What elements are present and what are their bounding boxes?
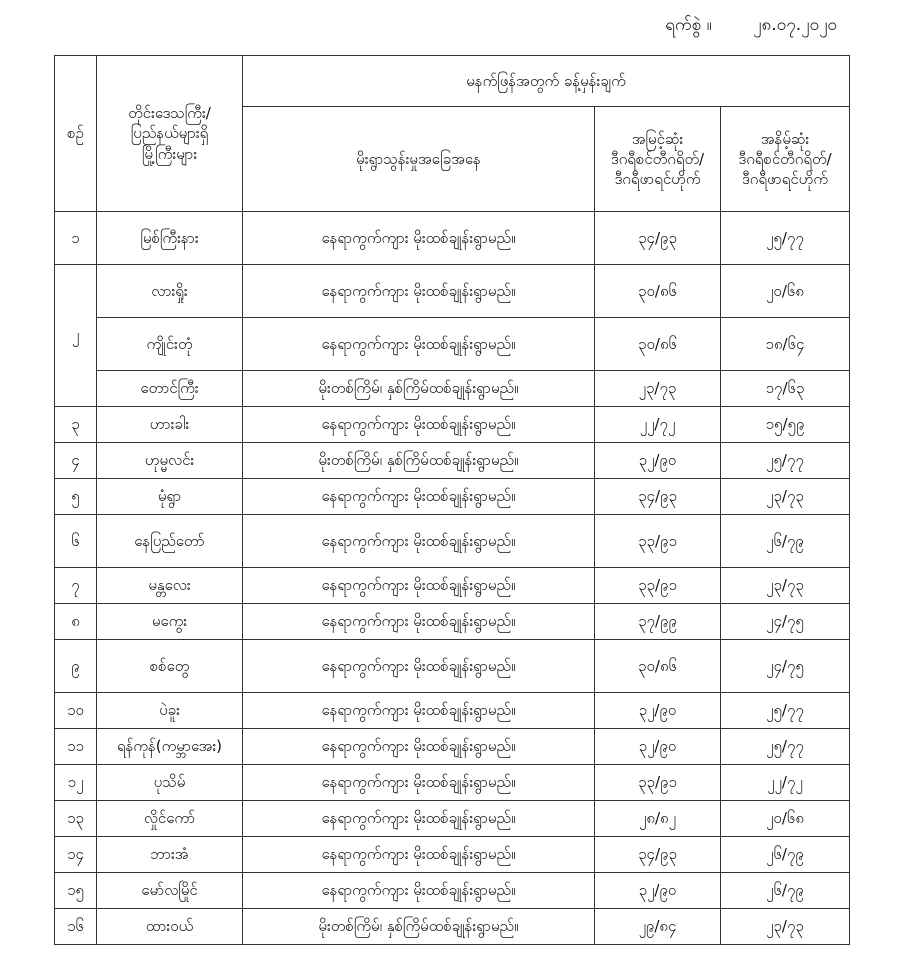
header-city: တိုင်းဒေသကြီး/ ပြည်နယ်များရှိ မြို့ကြီးများ [97, 56, 243, 212]
table-row [55, 873, 850, 909]
cell-min: ၁၈/၆၄ [721, 318, 850, 371]
cell-city: ထားဝယ် [97, 909, 243, 945]
cell-no: ၁၅ [55, 873, 97, 909]
table-row [55, 765, 850, 801]
cell-max: ၃၃/၉၁ [595, 568, 721, 604]
header-no: စဉ် [55, 56, 97, 212]
cell-max: ၃၀/၈၆ [595, 318, 721, 371]
cell-condition: နေရာကွက်ကျား မိုးထစ်ချုန်းရွာမည်။ [243, 693, 595, 729]
cell-no: ၅ [55, 479, 97, 515]
cell-city: ဟုမ္မလင်း [97, 443, 243, 479]
cell-min: ၂၄/၇၅ [721, 604, 850, 640]
cell-max: ၃၃/၉၁ [595, 765, 721, 801]
cell-no: ၈ [55, 604, 97, 640]
cell-min: ၁၇/၆၃ [721, 371, 850, 407]
cell-min: ၁၅/၅၉ [721, 407, 850, 443]
table-row [55, 443, 850, 479]
cell-min: ၂၄/၇၅ [721, 640, 850, 693]
cell-no: ၃ [55, 407, 97, 443]
date-line [629, 14, 837, 39]
cell-condition: နေရာကွက်ကျား မိုးထစ်ချုန်းရွာမည်။ [243, 640, 595, 693]
cell-city: မကွေး [97, 604, 243, 640]
cell-max: ၃၀/၈၆ [595, 265, 721, 318]
cell-no: ၁၄ [55, 837, 97, 873]
cell-max: ၂၂/၇၂ [595, 407, 721, 443]
cell-no: ၁၀ [55, 693, 97, 729]
forecast-table [54, 55, 850, 945]
cell-city: လှိုင်ကော် [97, 801, 243, 837]
cell-max: ၃၄/၉၃ [595, 212, 721, 265]
cell-city: ဘားအံ [97, 837, 243, 873]
table-row [55, 212, 850, 265]
cell-city: မုံရွာ [97, 479, 243, 515]
cell-no: ၂ [55, 265, 97, 407]
cell-min: ၂၆/၇၉ [721, 873, 850, 909]
table-row [55, 909, 850, 945]
table-row [55, 729, 850, 765]
cell-min: ၂၅/၇၇ [721, 212, 850, 265]
cell-max: ၃၄/၉၃ [595, 479, 721, 515]
cell-no: ၇ [55, 568, 97, 604]
cell-min: ၂၅/၇၇ [721, 693, 850, 729]
table-row [55, 265, 850, 318]
cell-max: ၃၀/၈၆ [595, 640, 721, 693]
cell-no: ၁၃ [55, 801, 97, 837]
cell-min: ၂၅/၇၇ [721, 443, 850, 479]
cell-max: ၂၃/၇၃ [595, 371, 721, 407]
table-row [55, 801, 850, 837]
header-condition: မိုးရွာသွန်းမှုအခြေအနေ [243, 107, 595, 212]
table-row [55, 640, 850, 693]
cell-no: ၆ [55, 515, 97, 568]
cell-condition: နေရာကွက်ကျား မိုးထစ်ချုန်းရွာမည်။ [243, 765, 595, 801]
cell-max: ၃၂/၉၀ [595, 729, 721, 765]
cell-max: ၃၂/၉၀ [595, 693, 721, 729]
cell-no: ၄ [55, 443, 97, 479]
cell-condition: နေရာကွက်ကျား မိုးထစ်ချုန်းရွာမည်။ [243, 729, 595, 765]
cell-min: ၂၃/၇၃ [721, 479, 850, 515]
cell-min: ၂၃/၇၃ [721, 568, 850, 604]
cell-city: မြစ်ကြီးနား [97, 212, 243, 265]
table-row [55, 407, 850, 443]
cell-condition: နေရာကွက်ကျား မိုးထစ်ချုန်းရွာမည်။ [243, 407, 595, 443]
header-row [55, 56, 850, 107]
cell-condition: နေရာကွက်ကျား မိုးထစ်ချုန်းရွာမည်။ [243, 873, 595, 909]
cell-min: ၂၀/၆၈ [721, 265, 850, 318]
table-row [55, 515, 850, 568]
cell-condition: နေရာကွက်ကျား မိုးထစ်ချုန်းရွာမည်။ [243, 212, 595, 265]
header-min-temp: အနိမ့်ဆုံး ဒီဂရီစင်တီဂရိတ်/ ဒီဂရီဖာရင်ဟိုက် [721, 107, 850, 212]
cell-city: မန္တလေး [97, 568, 243, 604]
header-forecast-group: မနက်ဖြန်အတွက် ခန့်မှန်းချက် [243, 56, 850, 107]
cell-city: ဟားခါး [97, 407, 243, 443]
cell-city: စစ်တွေ [97, 640, 243, 693]
cell-no: ၁၁ [55, 729, 97, 765]
table-row [55, 604, 850, 640]
cell-city: ကျိုင်းတုံ [97, 318, 243, 371]
cell-max: ၃၂/၉၀ [595, 873, 721, 909]
table-row [55, 318, 850, 371]
table-row [55, 479, 850, 515]
cell-max: ၂၉/၈၄ [595, 909, 721, 945]
cell-condition: နေရာကွက်ကျား မိုးထစ်ချုန်းရွာမည်။ [243, 837, 595, 873]
cell-condition: နေရာကွက်ကျား မိုးထစ်ချုန်းရွာမည်။ [243, 515, 595, 568]
cell-no: ၉ [55, 640, 97, 693]
header-max-temp: အမြင့်ဆုံး ဒီဂရီစင်တီဂရိတ်/ ဒီဂရီဖာရင်ဟိုက် [595, 107, 721, 212]
cell-min: ၂၃/၇၃ [721, 909, 850, 945]
cell-condition: နေရာကွက်ကျား မိုးထစ်ချုန်းရွာမည်။ [243, 568, 595, 604]
cell-min: ၂၀/၆၈ [721, 801, 850, 837]
cell-no: ၁၆ [55, 909, 97, 945]
cell-city: ပဲခူး [97, 693, 243, 729]
cell-condition: မိုးတစ်ကြိမ်၊ နှစ်ကြိမ်ထစ်ချုန်းရွာမည်။ [243, 909, 595, 945]
cell-city: နေပြည်တော် [97, 515, 243, 568]
cell-city: မော်လမြိုင် [97, 873, 243, 909]
cell-condition: နေရာကွက်ကျား မိုးထစ်ချုန်းရွာမည်။ [243, 318, 595, 371]
date-label: ရက်စွဲ ။ [665, 15, 712, 35]
cell-condition: နေရာကွက်ကျား မိုးထစ်ချုန်းရွာမည်။ [243, 604, 595, 640]
cell-no: ၁ [55, 212, 97, 265]
cell-min: ၂၆/၇၉ [721, 837, 850, 873]
cell-condition: မိုးတစ်ကြိမ်၊ နှစ်ကြိမ်ထစ်ချုန်းရွာမည်။ [243, 443, 595, 479]
table-row [55, 568, 850, 604]
table-row [55, 693, 850, 729]
table-row [55, 837, 850, 873]
cell-max: ၃၇/၉၉ [595, 604, 721, 640]
cell-max: ၃၂/၉၀ [595, 443, 721, 479]
cell-condition: မိုးတစ်ကြိမ်၊ နှစ်ကြိမ်ထစ်ချုန်းရွာမည်။ [243, 371, 595, 407]
cell-condition: နေရာကွက်ကျား မိုးထစ်ချုန်းရွာမည်။ [243, 265, 595, 318]
cell-city: တောင်ကြီး [97, 371, 243, 407]
cell-max: ၃၄/၉၃ [595, 837, 721, 873]
table-row [55, 371, 850, 407]
cell-condition: နေရာကွက်ကျား မိုးထစ်ချုန်းရွာမည်။ [243, 479, 595, 515]
cell-max: ၃၃/၉၁ [595, 515, 721, 568]
cell-min: ၂၆/၇၉ [721, 515, 850, 568]
cell-min: ၂၅/၇၇ [721, 729, 850, 765]
cell-city: ရန်ကုန်(ကမ္ဘာအေး) [97, 729, 243, 765]
cell-city: လားရှိုး [97, 265, 243, 318]
cell-min: ၂၂/၇၂ [721, 765, 850, 801]
cell-no: ၁၂ [55, 765, 97, 801]
cell-city: ပုသိမ် [97, 765, 243, 801]
date-value: ၂၈.၀၇.၂၀၂၀ [753, 15, 837, 35]
cell-max: ၂၈/၈၂ [595, 801, 721, 837]
cell-condition: နေရာကွက်ကျား မိုးထစ်ချုန်းရွာမည်။ [243, 801, 595, 837]
